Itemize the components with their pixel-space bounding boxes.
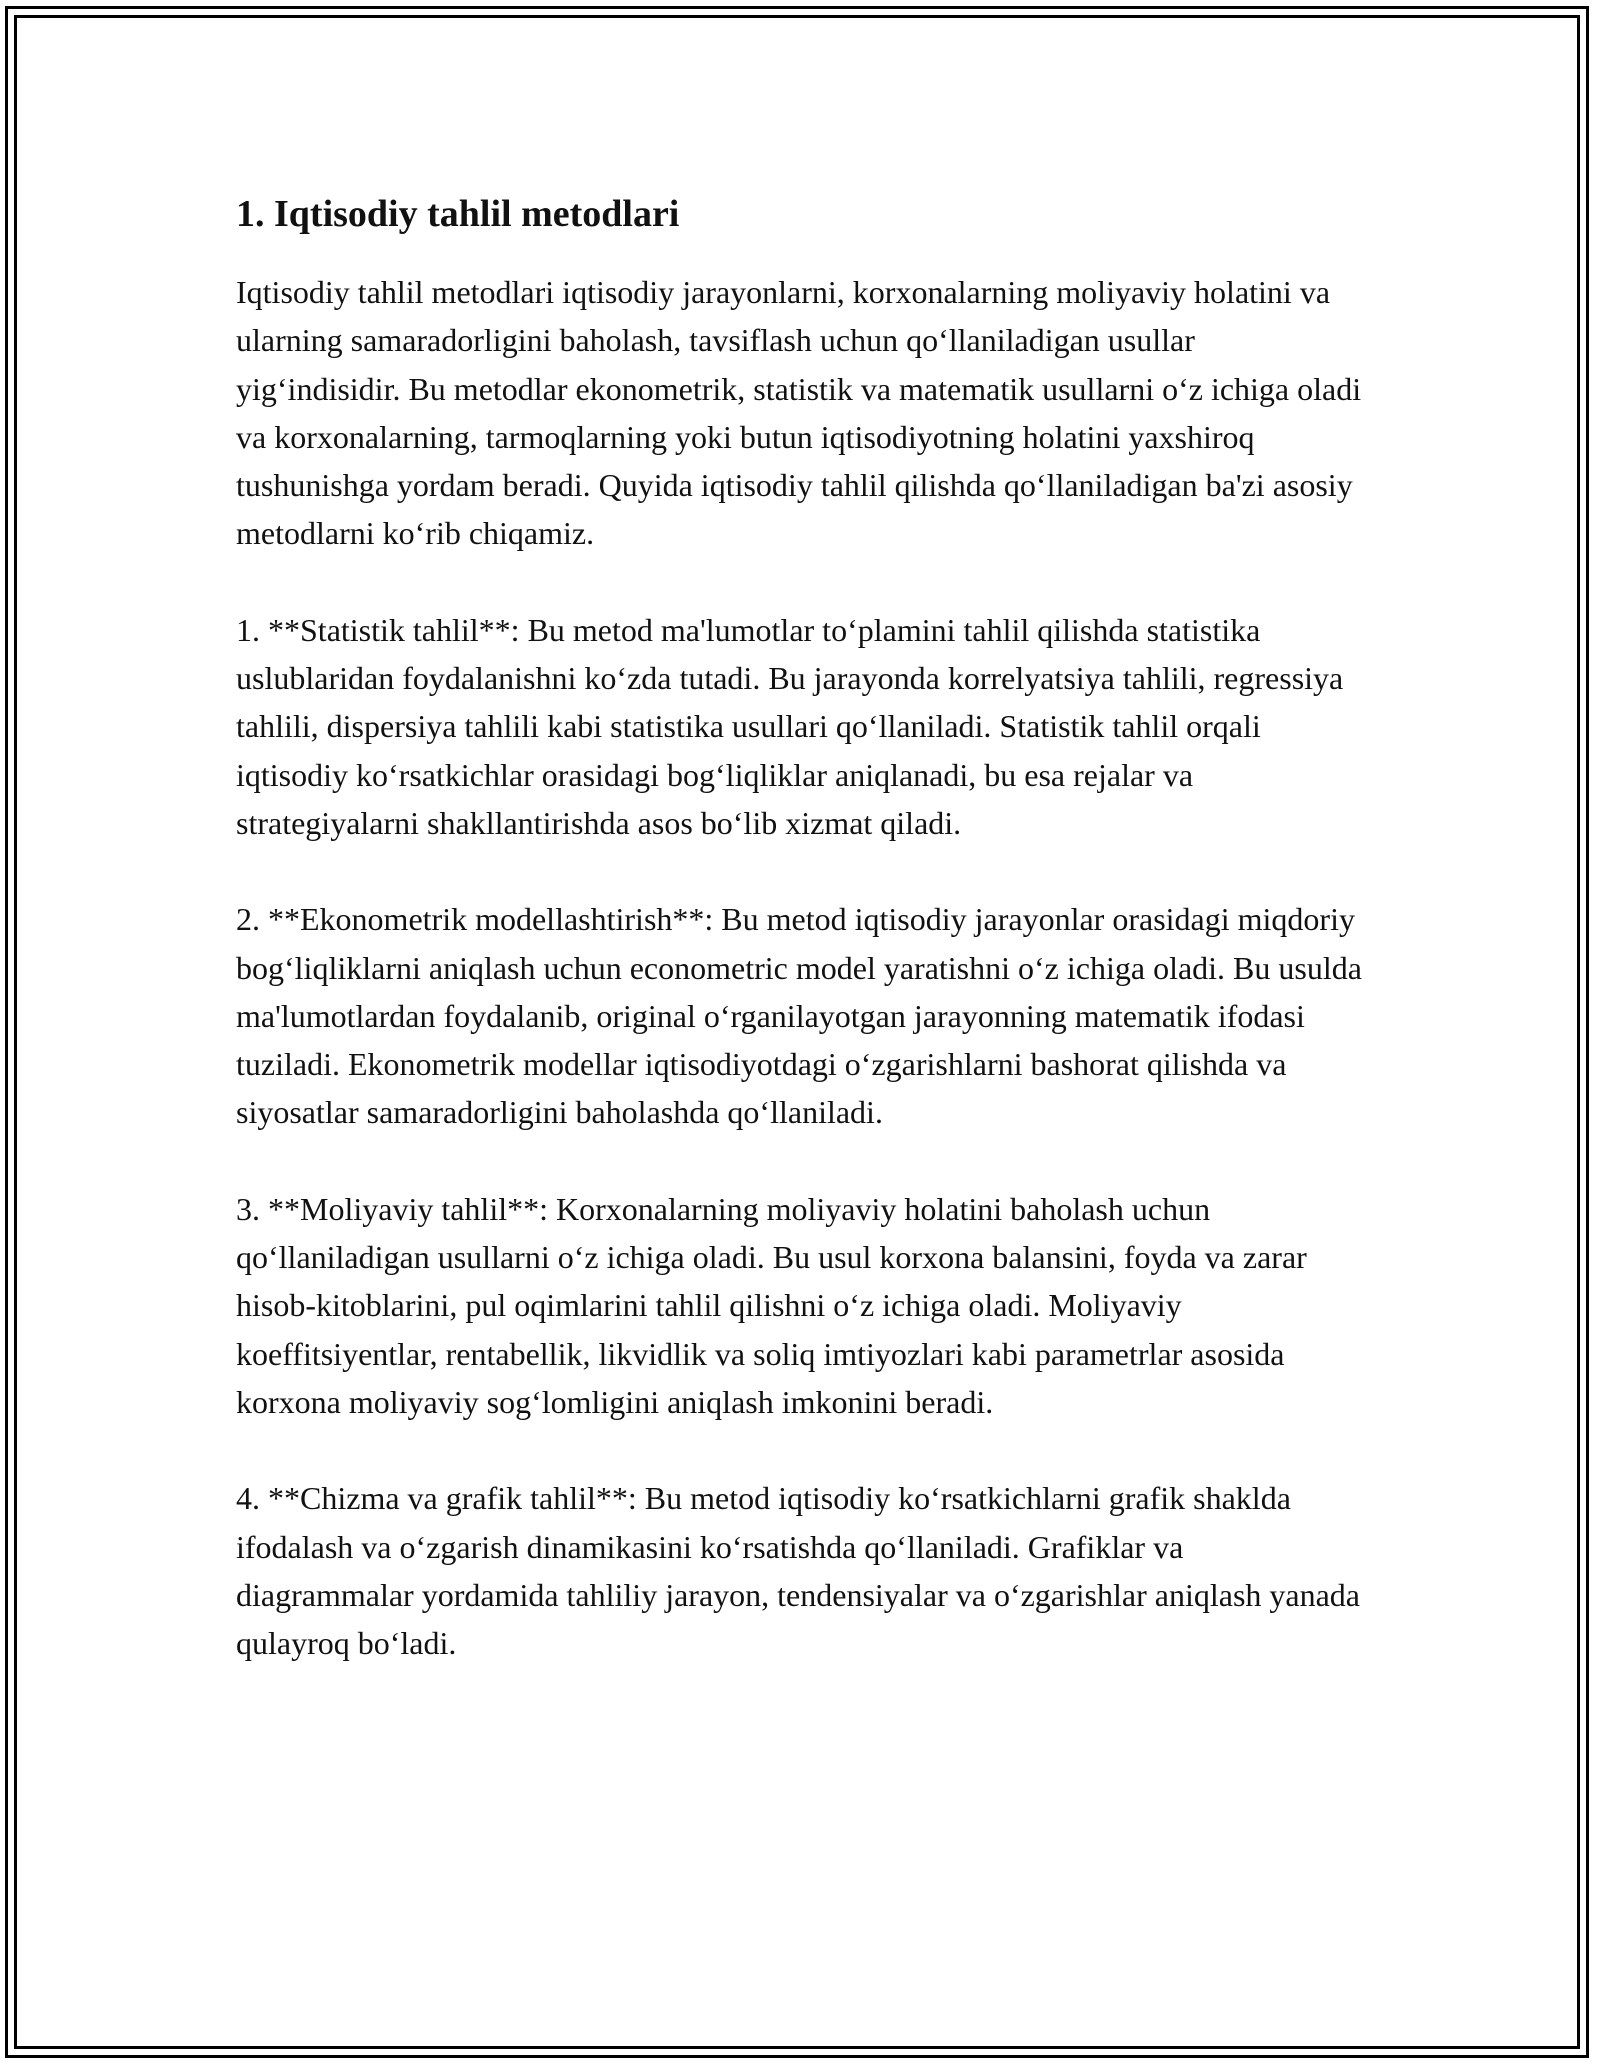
- paragraph-graphic-analysis: 4. **Chizma va grafik tahlil**: Bu metod iqtisodiy ko‘rsatkichlarni grafik shaklda ifodalash va o‘zgarish dinamikasini ko‘rsatishda qo‘llaniladi. Grafiklar va diagrammalar yordamida tahliliy jarayon, tendensiyalar va o‘zgarishlar aniqlash yanada qulayroq bo‘ladi.: [236, 1480, 1360, 1662]
- paragraph-statistical-analysis: 1. **Statistik tahlil**: Bu metod ma'lumotlar to‘plamini tahlil qilishda statistika uslublaridan foydalanishni ko‘zda tutadi. Bu jarayonda korrelyatsiya tahlili, regressiya tahlili, dispersiya tahlili kabi statistika usullari qo‘llaniladi. Statistik tahlil orqali iqtisodiy ko‘rsatkichlar orasidagi bog‘liqliklar aniqlanadi, bu esa rejalar va strategiyalarni shakllantirishda asos bo‘lib xizmat qiladi.: [236, 611, 1344, 841]
- paragraph-econometric-modeling: 2. **Ekonometrik modellashtirish**: Bu metod iqtisodiy jarayonlar orasidagi miqdoriy bog‘liqliklarni aniqlash uchun econometric model yaratishni o‘z ichiga oladi. Bu usulda ma'lumotlardan foydalanib, original o‘rganilayotgan jarayonning matematik ifodasi tuziladi. Ekonometrik modellar iqtisodiyotdagi o‘zgarishlarni bashorat qilishda va siyosatlar samaradorligini baholashda qo‘llaniladi.: [236, 901, 1362, 1131]
- document-body: [236, 186, 1366, 1667]
- document-title: 1. Iqtisodiy tahlil metodlari: [236, 193, 680, 235]
- intro-paragraph: Iqtisodiy tahlil metodlari iqtisodiy jarayonlarni, korxonalarning moliyaviy holatini va ularning samaradorligini baholash, tavsiflash uchun qo‘llaniladigan usullar yig‘indisidir. Bu metodlar ekonometrik, statistik va matematik usullarni o‘z ichiga oladi va korxonalarning, tarmoqlarning yoki butun iqtisodiyotning holatini yaxshiroq tushunishga yordam beradi. Quyida iqtisodiy tahlil qilishda qo‘llaniladigan ba'zi asosiy metodlarni ko‘rib chiqamiz.: [236, 274, 1362, 552]
- paragraph-financial-analysis: 3. **Moliyaviy tahlil**: Korxonalarning moliyaviy holatini baholash uchun qo‘llaniladigan usullarni o‘z ichiga oladi. Bu usul korxona balansini, foyda va zarar hisob-kitoblarini, pul oqimlarini tahlil qilishni o‘z ichiga oladi. Moliyaviy koeffitsiyentlar, rentabellik, likvidlik va soliq imtiyozlari kabi parametrlar asosida korxona moliyaviy sog‘lomligini aniqlash imkonini beradi.: [236, 1190, 1307, 1420]
